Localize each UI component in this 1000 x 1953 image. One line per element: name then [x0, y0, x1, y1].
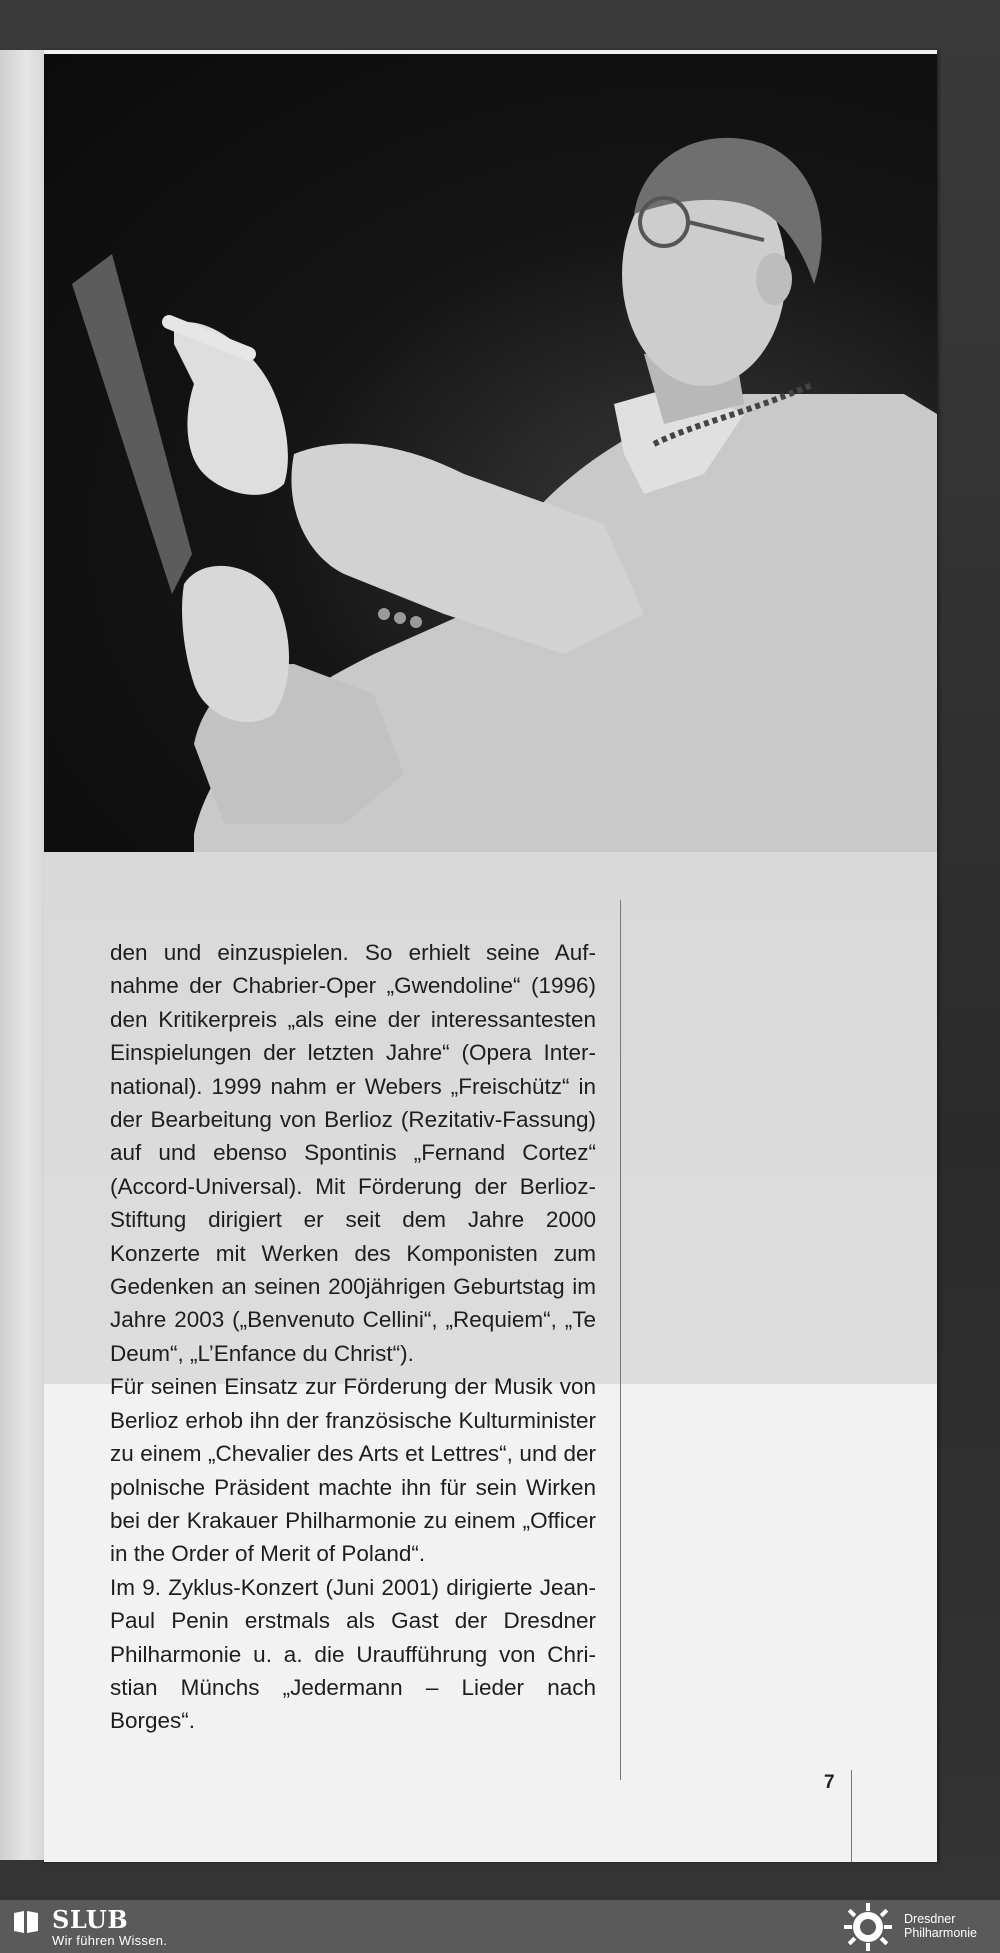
library-name: SLUB	[52, 1905, 129, 1934]
library-tagline: Wir führen Wissen.	[52, 1933, 168, 1948]
slub-book-icon	[12, 1909, 40, 1935]
folio-divider	[851, 1770, 852, 1862]
philharmonie-sun-logo-icon	[842, 1902, 894, 1952]
orchestra-name-line1: Dresdner	[904, 1912, 956, 1926]
orchestra-name	[904, 1912, 977, 1940]
previous-page-edge	[0, 50, 44, 1860]
paragraph-honours: Für seinen Einsatz zur Förderung der Musik von Berlioz erhob ihn der französische Kulturminister zu einem „Chevalier des Arts et Lettres“, und der polnische Präsident machte ihn für sein Wirken bei der Krakauer Philharmonie zu einem „Officer in the Order of Merit of Poland“.	[110, 1374, 596, 1567]
biography-text	[110, 936, 596, 1738]
column-divider	[620, 900, 621, 1780]
orchestra-name-line2: Philharmonie	[904, 1926, 977, 1940]
page-number: 7	[824, 1772, 835, 1793]
paragraph-dresden-concert: Im 9. Zyklus-Konzert (Juni 2001) dirigierte Jean-Paul Penin erstmals als Gast der Dresdner Philharmonie u. a. die Uraufführung von Christian Münchs „Jedermann – Lieder nach Borges“.	[110, 1574, 596, 1734]
paragraph-recordings: den und einzuspielen. So erhielt seine Aufnahme der Chabrier-Oper „Gwendoline“ (1996) den Kritikerpreis „als eine der interessantesten Einspielungen der letzten Jahre“ (Opera International). 1999 nahm er Webers „Freischütz“ in der Bearbeitung von Berlioz (Rezitativ-Fassung) auf und ebenso Spontinis „Fernand Cortez“ (Accord-Universal). Mit Förderung der Berlioz-Stiftung dirigiert er seit dem Jahre 2000 Konzerte mit Werken des Komponisten zum Gedenken an seinen 200jährigen Geburtstag im Jahre 2003 („Benvenuto Cellini“, „Requiem“, „Te Deum“, „L’Enfance du Christ“).	[110, 940, 596, 1366]
footer-bar	[0, 1900, 1000, 1953]
booklet-page	[44, 50, 937, 1862]
conductor-illustration	[44, 54, 937, 852]
conductor-photo	[44, 54, 937, 852]
